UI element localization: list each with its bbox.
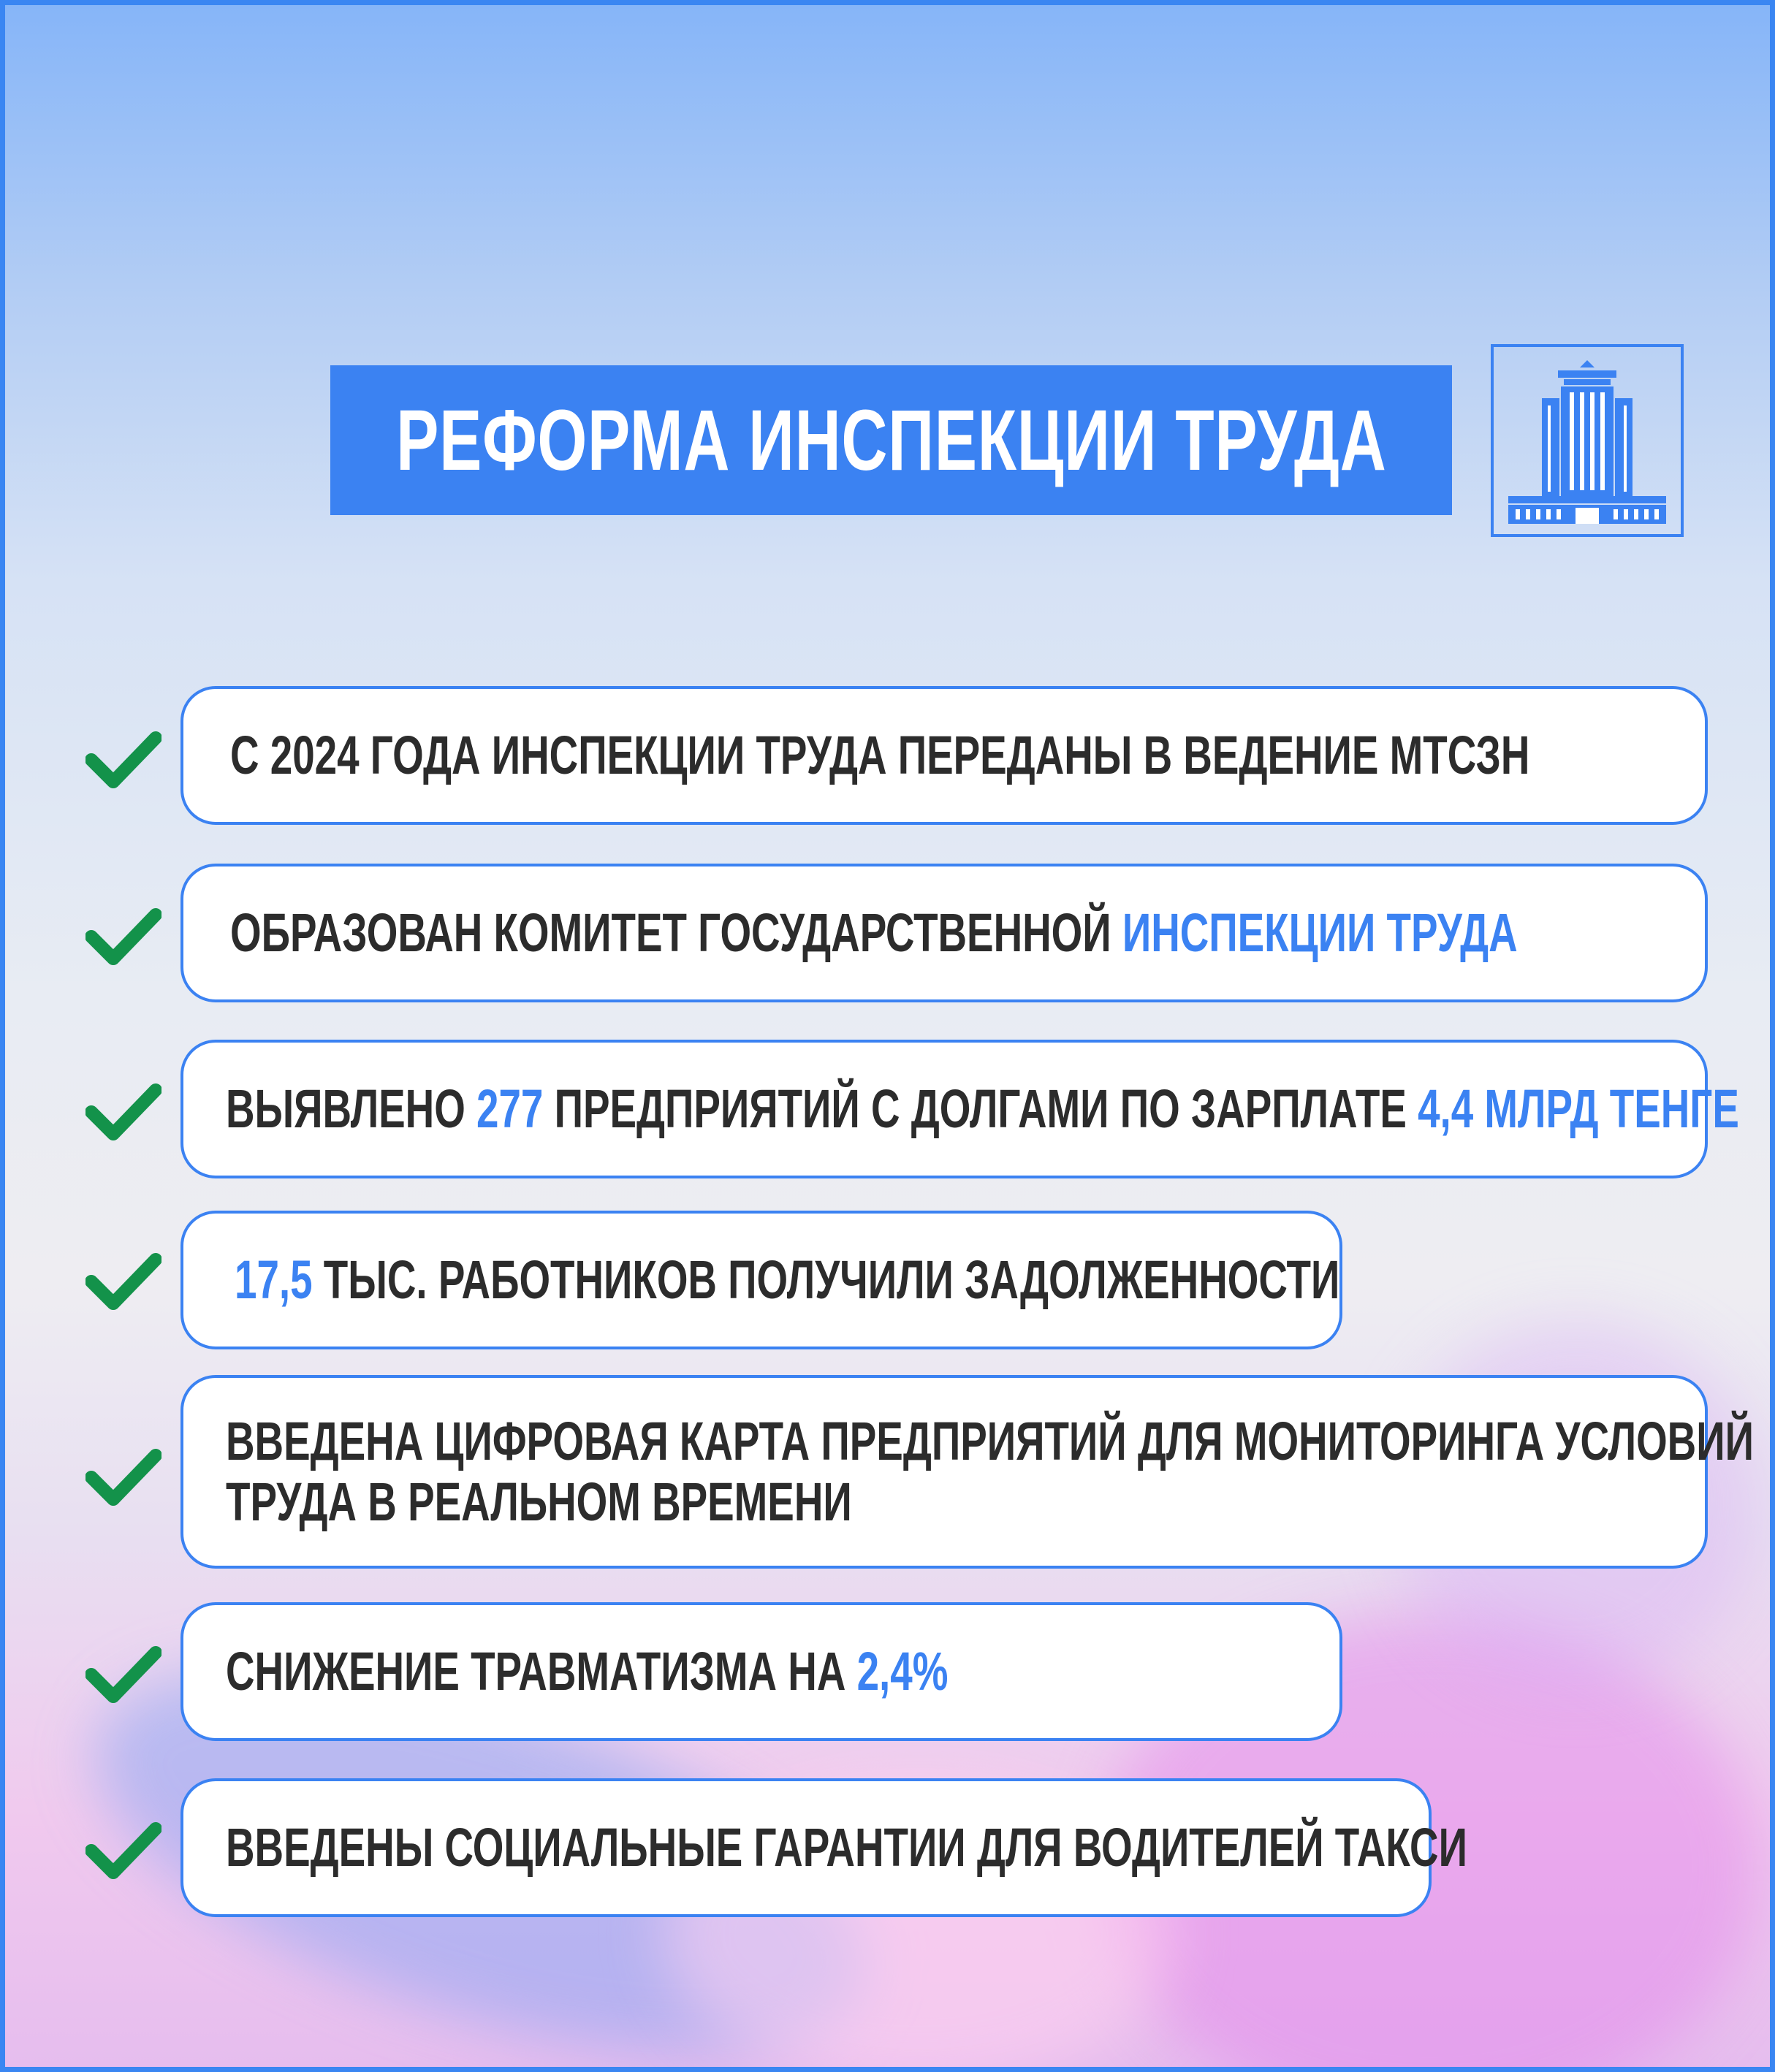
item-text: 17,5 ТЫС. РАБОТНИКОВ ПОЛУЧИЛИ ЗАДОЛЖЕННОСТИ xyxy=(235,1249,1340,1311)
item-text: ВЫЯВЛЕНО 277 ПРЕДПРИЯТИЙ С ДОЛГАМИ ПО ЗАРПЛАТЕ 4,4 МЛРД ТЕНГЕ xyxy=(226,1078,1739,1140)
check-icon xyxy=(85,1252,161,1311)
item-text: ОБРАЗОВАН КОМИТЕТ ГОСУДАРСТВЕННОЙ ИНСПЕКЦИИ ТРУДА xyxy=(230,902,1518,964)
item-text: С 2024 ГОДА ИНСПЕКЦИИ ТРУДА ПЕРЕДАНЫ В ВЕДЕНИЕ МТСЗН xyxy=(230,725,1530,786)
check-icon xyxy=(85,731,161,789)
list-item xyxy=(180,1602,1342,1741)
logo xyxy=(1491,344,1684,537)
item-text: ВВЕДЕНЫ СОЦИАЛЬНЫЕ ГАРАНТИИ ДЛЯ ВОДИТЕЛЕЙ ТАКСИ xyxy=(226,1817,1467,1878)
list-item xyxy=(180,686,1708,825)
list-item xyxy=(180,1778,1467,1917)
check-icon xyxy=(85,1448,161,1507)
title-banner xyxy=(330,365,1452,515)
item-text: СНИЖЕНИЕ ТРАВМАТИЗМА НА 2,4% xyxy=(226,1641,949,1702)
list-item xyxy=(180,1375,1754,1569)
page-title: РЕФОРМА ИНСПЕКЦИИ ТРУДА xyxy=(395,392,1387,489)
list-item xyxy=(180,864,1708,1002)
check-icon xyxy=(85,1645,161,1704)
list-item xyxy=(180,1211,1342,1349)
check-icon xyxy=(85,907,161,966)
check-icon xyxy=(85,1821,161,1880)
check-icon xyxy=(85,1083,161,1141)
government-building-icon xyxy=(1494,347,1681,534)
item-text: ВВЕДЕНА ЦИФРОВАЯ КАРТА ПРЕДПРИЯТИЙ ДЛЯ МОНИТОРИНГА УСЛОВИЙ ТРУДА В РЕАЛЬНОМ ВРЕМЕНИ xyxy=(226,1410,1754,1532)
list-item xyxy=(180,1040,1739,1178)
